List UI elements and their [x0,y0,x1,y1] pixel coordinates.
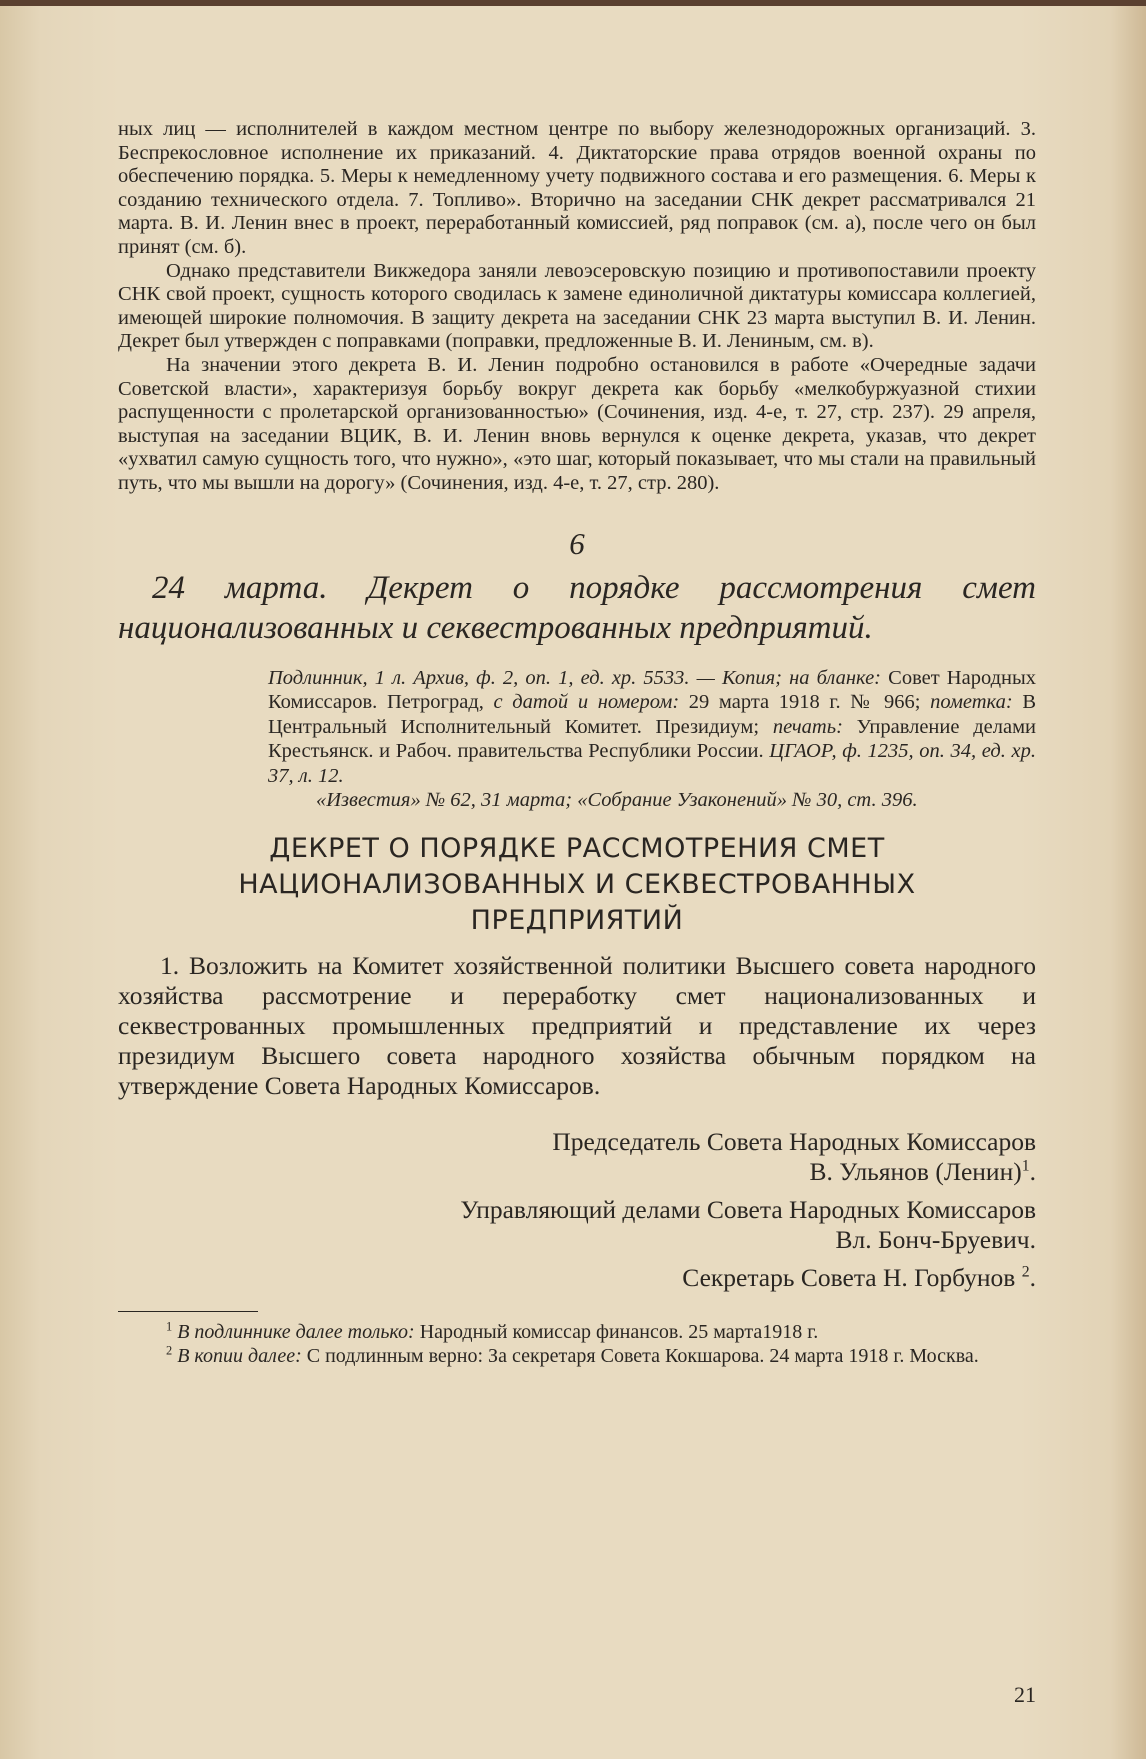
source-archive-2: ЦГАОР, ф. 1235, оп. 34, ед. хр. 37, л. 12. [268,740,1036,787]
source-archive: Подлинник, 1 л. Архив, ф. 2, оп. 1, ед. хр. 5533. — Копия; [268,666,782,689]
source-label-blank: на бланке: [789,666,882,689]
source-note [268,666,1036,813]
source-blank: Совет Народных Комиссаров. Петроград, [268,666,1037,713]
manager-title: Управляющий делами Совета Народных Комиссаров [460,1195,1036,1225]
footnote-1 [118,1320,1036,1344]
source-label-date: с датой и номером: [493,691,680,713]
commentary-paragraph-1: ных лиц — исполнителей в каждом местном центре по выбору железнодорожных организаций. 3. Беспрекословное исполнение их приказаний. 4. Диктаторские права отрядов военной охраны по обеспечению порядка. 5. Меры к немедленному учету подвижного состава и его размещения. 6. Меры к созданию технического отдела. 7. Топливо». Вторично на заседании СНК декрет рассматривался 21 марта. В. И. Ленин внес в проект, переработанный комиссией, ряд поправок (см. а), после чего он был принят (см. б). [118,118,1036,258]
footnote-ref-2: 2 [1021,1263,1030,1281]
chair-end: . [1029,1157,1036,1187]
source-label-mark: пометка: [930,691,1013,713]
secretary-end: . [1029,1263,1036,1293]
decree-heading-line-1: ДЕКРЕТ О ПОРЯДКЕ РАССМОТРЕНИЯ СМЕТ [269,832,885,864]
footnote-divider [118,1311,258,1312]
source-label-stamp: печать: [772,715,843,738]
page-top-edge [0,0,1146,6]
footnote-ref-1: 1 [1021,1157,1030,1175]
source-date: 29 марта 1918 г. № 966; [688,691,921,713]
decree-body: 1. Возложить на Комитет хозяйственной политики Высшего совета народного хозяйства рассмотрение и переработку смет национализованных и секвестрованных промышленных предприятий и представление их через президиум Высшего совета народного хозяйства обычным порядком на утверждение Совета Народных Комиссаров. [118,950,1036,1101]
source-stamp: Управление делами Крестьянск. и Рабоч. правительства Республики России. [268,715,1037,762]
decree-heading [118,831,1036,939]
chair-name: В. Ульянов (Ленин) [809,1157,1022,1187]
footnote-2-mark: 2 [166,1343,173,1358]
footnote-2-text: С подлинным верно: За секретаря Совета Кокшарова. 24 марта 1918 г. Москва. [306,1345,979,1368]
commentary-paragraph-2: Однако представители Викжедора заняли левоэсеровскую позицию и противопоставили проекту СНК свой проект, сущность которого сводилась к замене единоличной диктатуры комиссара коллегией, имеющей широкие полномочия. В защиту декрета на заседании СНК 23 марта выступил В. И. Ленин. Декрет был утвержден с поправками (поправки, предложенные В. И. Лениным, см. в). [118,259,1036,353]
footnote-2 [118,1344,1036,1368]
page-number: 21 [1014,1682,1036,1707]
decree-heading-line-3: ПРЕДПРИЯТИЙ [470,904,684,936]
footnote-1-label: В подлиннике далее только: [177,1321,415,1344]
footnote-1-mark: 1 [166,1319,173,1334]
text-column [118,118,1036,1368]
commentary-paragraph-3: На значении этого декрета В. И. Ленин подробно остановился в работе «Очередные задачи Советской власти», характеризуя борьбу вокруг декрета как борьбу «мелкобуржуазной стихии распущенности с пролетарской организованностью» (Сочинения, изд. 4-е, т. 27, стр. 237). 29 апреля, выступая на заседании ВЦИК, В. И. Ленин вновь вернулся к оценке декрета, указав, что декрет «ухватил самую сущность того, что нужно», «это шаг, который показывает, что мы стали на правильный путь, что мы вышли на дорогу» (Сочинения, изд. 4-е, т. 27, стр. 280). [118,353,1036,494]
footnote-2-label: В копии далее: [177,1345,302,1368]
secretary-name: Секретарь Совета Н. Горбунов [682,1263,1016,1293]
source-publication: «Известия» № 62, 31 марта; «Собрание Узаконений» № 30, ст. 396. [316,789,918,811]
section-number: 6 [569,525,585,561]
decree-heading-line-2: НАЦИОНАЛИЗОВАННЫХ И СЕКВЕСТРОВАННЫХ [238,868,916,900]
source-mark: В Центральный Исполнительный Комитет. Президиум; [268,691,1037,738]
commentary-text [118,118,1036,496]
chair-signature [118,1157,1036,1187]
chair-title: Председатель Совета Народных Комиссаров [552,1127,1036,1157]
footnote-1-text: Народный комиссар финансов. 25 марта1918 г. [419,1321,819,1344]
document-title: 24 марта. Декрет о порядке рассмотрения смет национализованных и секвестрованных предприятий. [118,569,1036,646]
manager-name: Вл. Бонч-Бруевич. [835,1225,1036,1255]
secretary-signature [118,1263,1036,1293]
